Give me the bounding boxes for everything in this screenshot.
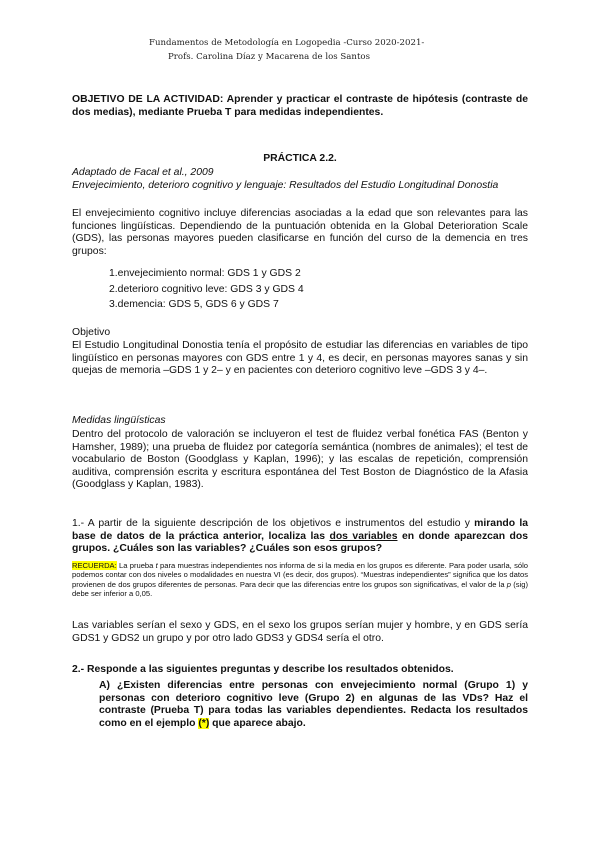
group-item-1: 1.envejecimiento normal: GDS 1 y GDS 2 [109, 268, 301, 279]
objetivo-heading: Objetivo [72, 327, 111, 338]
q2a-text: A) ¿Existen diferencias entre personas con envejecimiento normal (Grupo 1) y personas con deterioro cognitivo leve (Grupo 2) en algunas de las VDs? Haz el contraste (Prueba T) para todas las variables dependientes. Redacta los resultados como en el ejemplo [99, 680, 528, 729]
q1-intro: 1.- A partir de la siguiente descripción de los objetivos e instrumentos del estudio y [72, 518, 475, 529]
note-part-1: La prueba [116, 561, 156, 570]
answer-1: Las variables serían el sexo y GDS, en el sexo los grupos serían mujer y hombre, y en GDS sería GDS1 y GDS2 un grupo y por otro lado GDS3 y GDS4 sería el otro. [72, 620, 528, 644]
note-p-letter: p [506, 579, 512, 589]
objective-label: OBJETIVO DE LA ACTIVIDAD: [72, 94, 224, 105]
source-subtitle: Envejecimiento, deterioro cognitivo y lenguaje: Resultados del Estudio Longitudinal Donostia [72, 180, 499, 191]
q2a-marker: (*) [198, 717, 210, 729]
header-professors-line: Profs. Carolina Díaz y Macarena de los Santos [168, 52, 371, 62]
group-item-2: 2.deterioro cognitivo leve: GDS 3 y GDS 4 [109, 284, 304, 295]
medidas-paragraph: Dentro del protocolo de valoración se incluyeron el test de fluidez verbal fonética FAS (Benton y Hamsher, 1989); una prueba de fluidez por categoría semántica (nombres de animales); el test de vocabulario de Boston (Goodglass y Kaplan, 1996); y las escalas de repetición, comprensión auditiva, comprensión escrita y escritura espontánea del Test Boston de Diagnóstico de la Afasia (Goodglass y Kaplan, 1983). [72, 429, 528, 491]
note-t-letter: t [155, 561, 158, 570]
note-part-3: (sig) debe ser inferior a 0,05. [72, 579, 528, 599]
question-2a [99, 680, 528, 730]
group-item-3: 3.demencia: GDS 5, GDS 6 y GDS 7 [109, 299, 279, 310]
activity-objective [72, 94, 528, 119]
practice-title: PRÁCTICA 2.2. [263, 153, 337, 164]
question-1 [72, 518, 528, 556]
medidas-heading: Medidas lingüísticas [72, 415, 166, 426]
intro-paragraph: El envejecimiento cognitivo incluye diferencias asociadas a la edad que son relevantes para las funciones lingüísticas. Dependiendo de la puntuación obtenida en la Global Deterioration Scale (GDS), las personas mayores pueden clasificarse en función del curso de la demencia en tres grupos: [72, 208, 528, 257]
q1-underlined: dos variables [329, 530, 398, 542]
recuerda-label: RECUERDA: [72, 561, 117, 570]
q2a-end: que aparece abajo. [209, 717, 306, 729]
recuerda-note [72, 561, 528, 599]
note-part-2: para muestras independientes nos informa de si la media en los grupos es diferente. Para poder usarla, sólo podemos contar con dos niveles o modalidades en nuestra VI (es decir, dos grupos). “Muestras independientes” significa que los datos provienen de dos grupos diferentes de personas. Para decir que las diferencias entre los grupos son significativas, el valor de la [72, 561, 528, 589]
objective-text: Aprender y practicar el contraste de hipótesis (contraste de dos medias), mediante Prueba T para medidas independientes. [72, 94, 528, 118]
objetivo-paragraph: El Estudio Longitudinal Donostia tenía el propósito de estudiar las diferencias en variables de tipo lingüístico en personas mayores con GDS entre 1 y 4, es decir, en personas mayores sanas y sin quejas de memoria –GDS 1 y 2– y en pacientes con deterioro cognitivo leve –GDS 3 y 4–. [72, 340, 528, 377]
header-course-line: Fundamentos de Metodología en Logopedia -Curso 2020-2021- [149, 38, 425, 48]
source-adapted: Adaptado de Facal et al., 2009 [72, 167, 214, 178]
q1-bold-1: mirando la base de datos de la práctica anterior, localiza las [72, 518, 529, 542]
question-2-heading: 2.- Responde a las siguientes preguntas y describe los resultados obtenidos. [72, 664, 454, 675]
q1-bold-2: en donde aparezcan dos grupos. ¿Cuáles son las variables? ¿Cuáles son esos grupos? [72, 530, 528, 555]
